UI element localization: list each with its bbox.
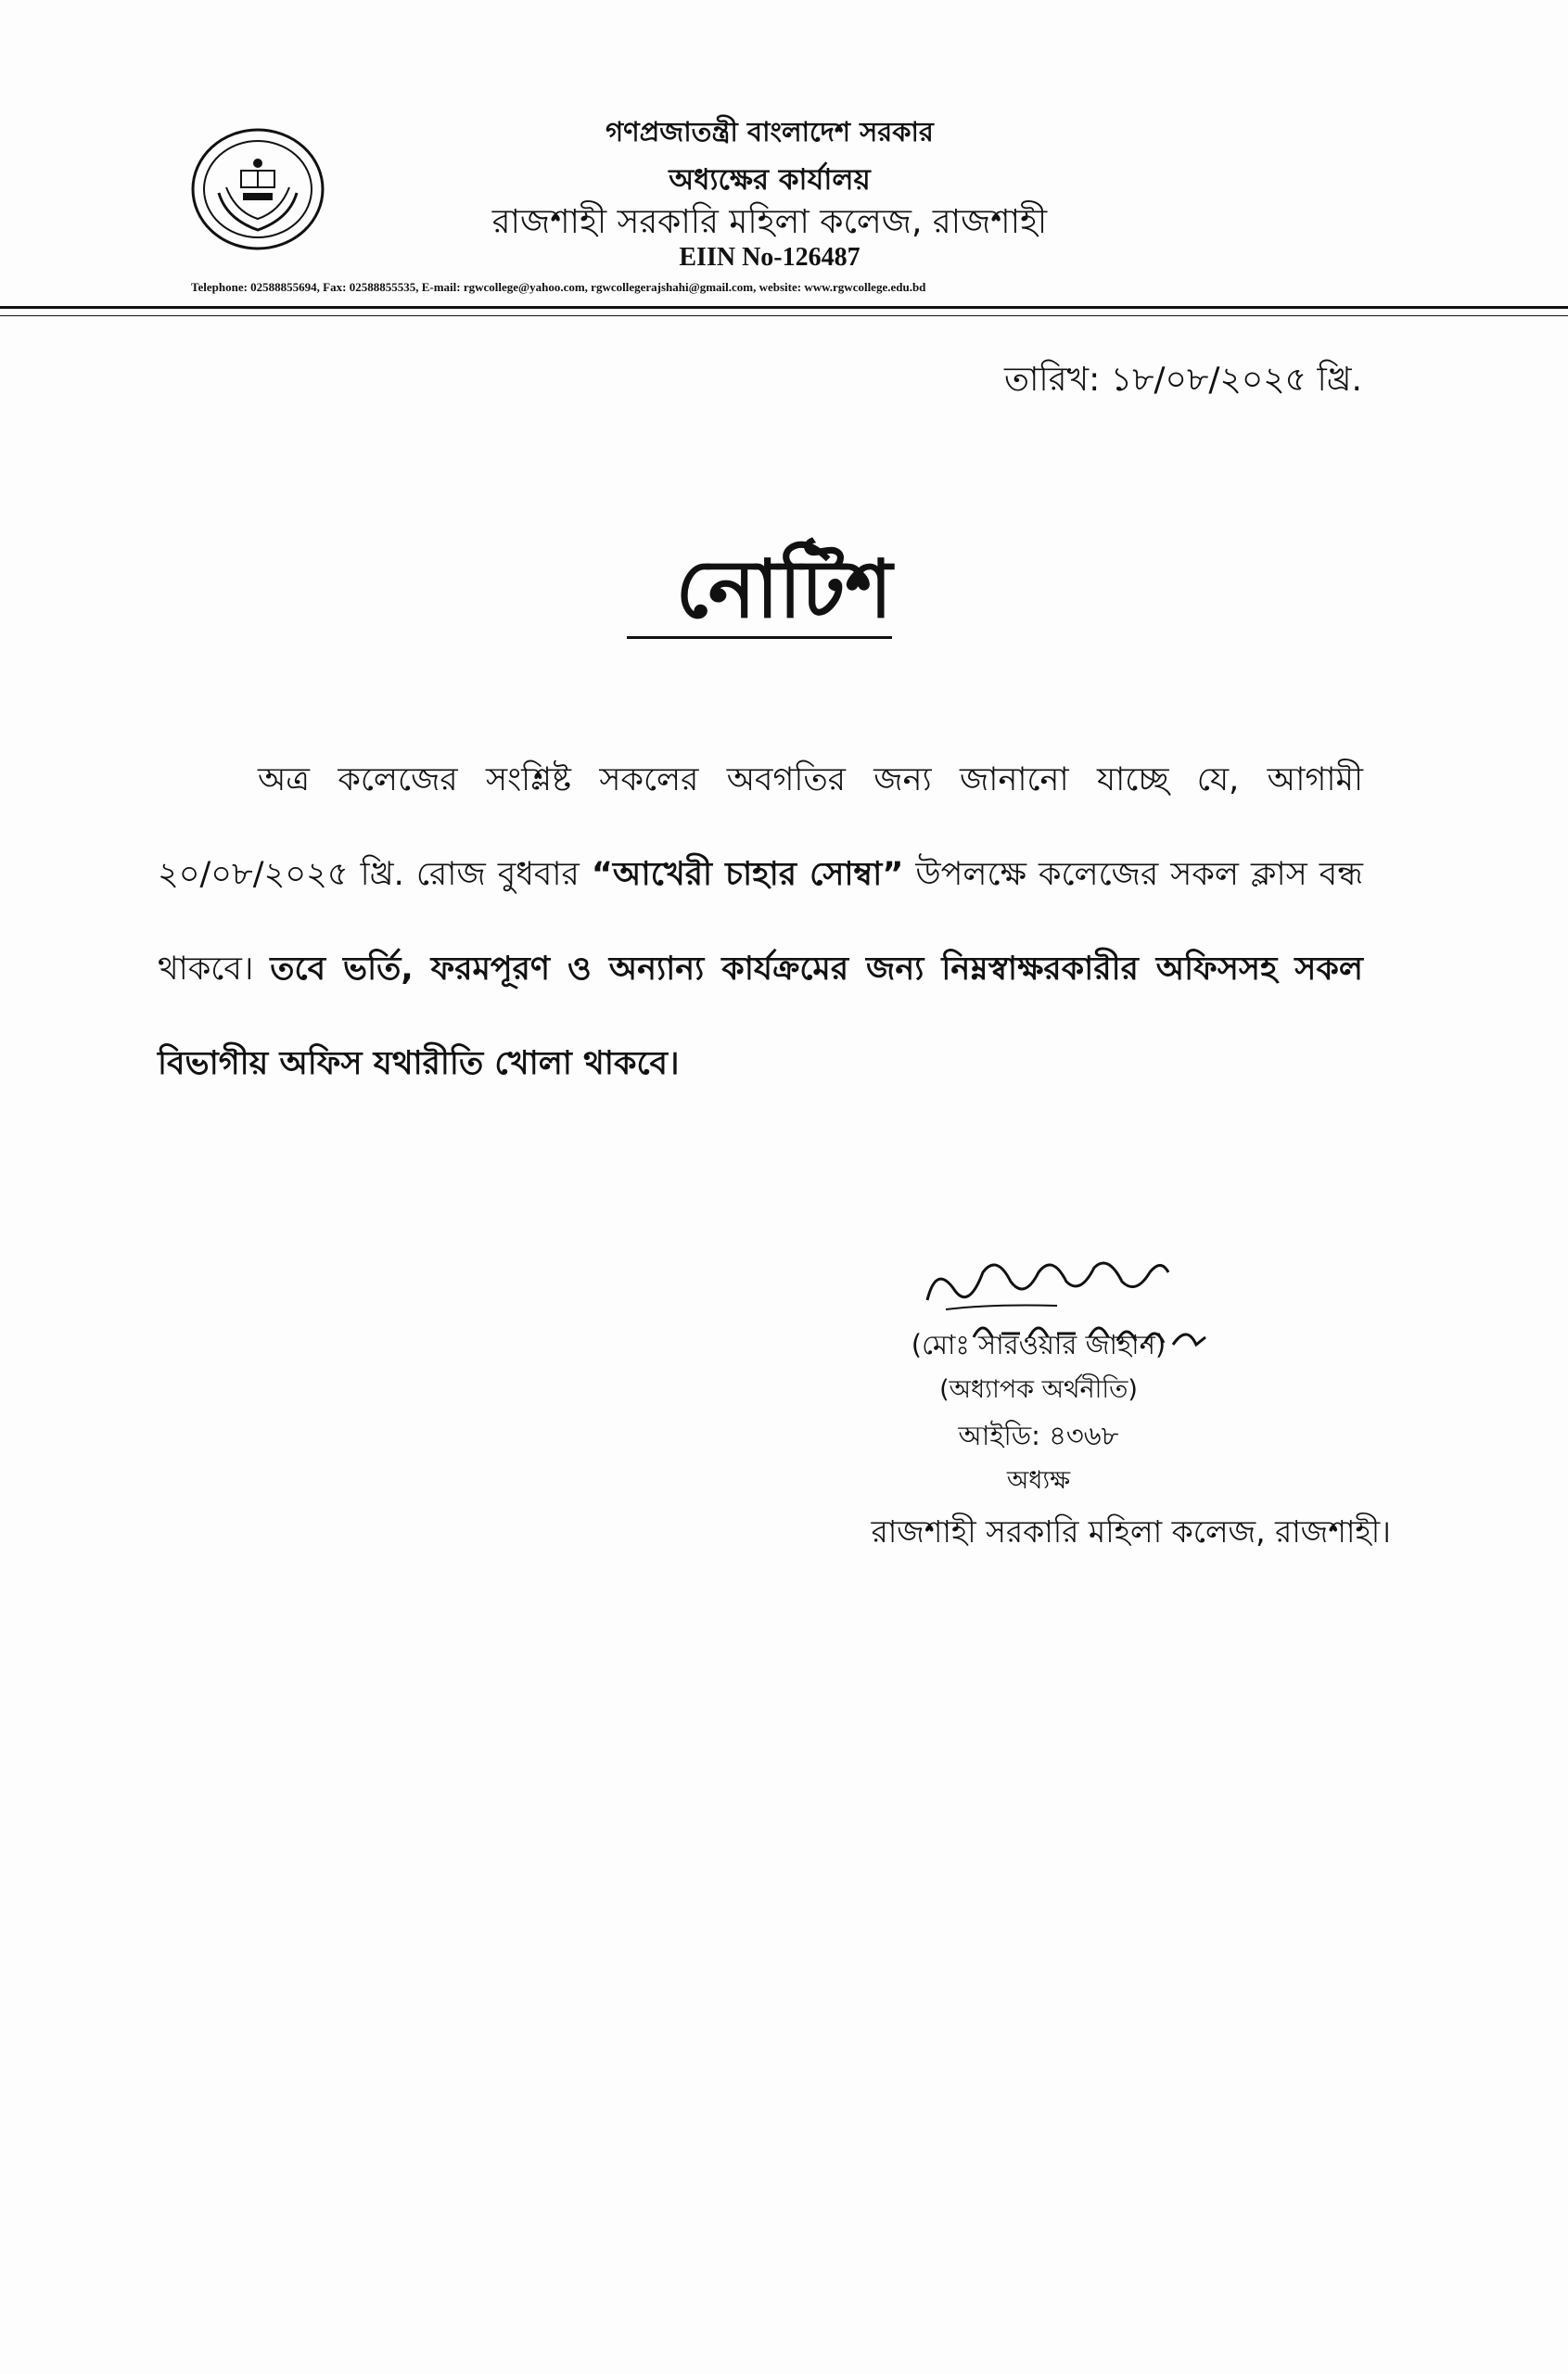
- college-seal-logo: [189, 126, 326, 252]
- contact-line: Telephone: 02588855694, Fax: 02588855535, E-mail: rgwcollege@yahoo.com, rgwcollegerajshahi@gmail.com, website: www.rgwcollege.edu.bd: [191, 280, 926, 294]
- body-event-name: “আখেরী চাহার সোম্বা”: [591, 856, 904, 893]
- office-heading: অধ্যক্ষের কার্যালয়: [669, 163, 871, 197]
- body-text-part2: উপলক্ষে কলেজের সকল ক্লাস বন্ধ থাকবে।: [158, 856, 1363, 988]
- notice-date: তারিখ: ১৮/০৮/২০২৫ খ্রি.: [1003, 361, 1362, 399]
- college-heading: রাজশাহী সরকারি মহিলা কলেজ, রাজশাহী: [491, 203, 1048, 241]
- signatory-name: (মোঃ সারওয়ার জাহান): [911, 1329, 1166, 1360]
- signatory-college: রাজশাহী সরকারি মহিলা কলেজ, রাজশাহী।: [871, 1513, 1391, 1550]
- signatory-designation: (অধ্যাপক অর্থনীতি): [939, 1375, 1138, 1404]
- body-text-part3: তবে ভর্তি, ফরমপূরণ ও অন্যান্য কার্যক্রমের জন্য নিম্নস্বাক্ষরকারীর অফিসসহ সকল বিভাগীয় অফিস যথারীতি খোলা থাকবে।: [158, 951, 1363, 1082]
- signatory-role: অধ্যক্ষ: [1006, 1466, 1071, 1495]
- header-divider-thin: [0, 315, 1568, 316]
- title-underline: [627, 636, 892, 639]
- government-heading: গণপ্রজাতন্ত্রী বাংলাদেশ সরকার: [606, 116, 934, 147]
- eiin-number: EIIN No-126487: [679, 243, 860, 272]
- notice-title: নোটিশ: [675, 543, 893, 636]
- notice-body: [158, 733, 1363, 1111]
- body-text-part1: অত্র কলেজের সংশ্লিষ্ট সকলের অবগতির জন্য জানানো যাচ্ছে যে, আগামী ২০/০৮/২০২৫ খ্রি. রোজ বুধবার: [158, 761, 1363, 893]
- signatory-id: আইডি: ৪৩৬৮: [958, 1420, 1119, 1451]
- header-divider: [0, 306, 1568, 309]
